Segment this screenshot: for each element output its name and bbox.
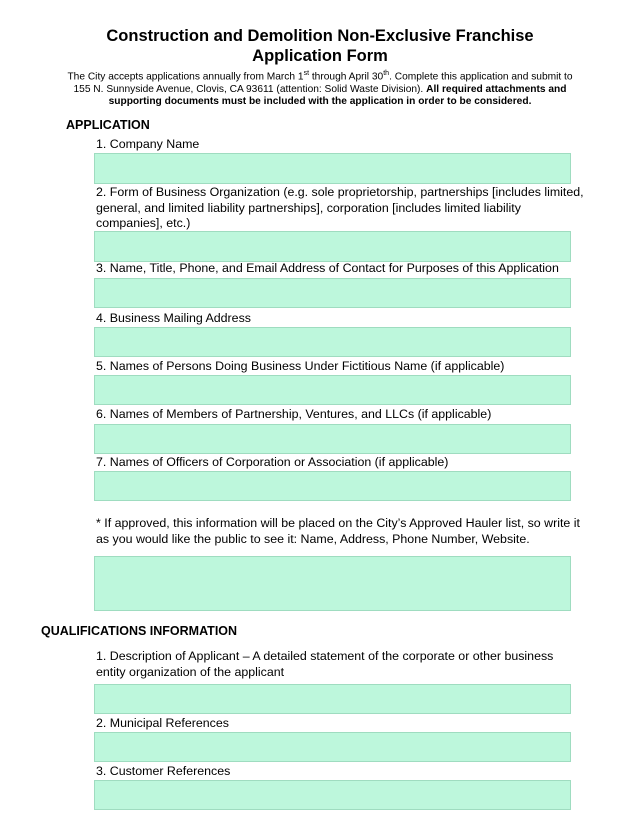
partnership-members-field[interactable]	[94, 424, 571, 454]
mailing-address-field[interactable]	[94, 327, 571, 357]
intro-required-notice: All required attachments and supporting documents must be included with the application in order to be considered.	[108, 83, 567, 108]
label-contact-info: 3. Name, Title, Phone, and Email Address of Contact for Purposes of this Application	[96, 261, 559, 275]
company-name-field[interactable]	[94, 153, 571, 184]
intro-sup-st: st	[303, 70, 310, 77]
label-customer-references: 3. Customer References	[96, 764, 231, 778]
label-partnership-members: 6. Names of Members of Partnership, Ventures, and LLCs (if applicable)	[96, 407, 492, 421]
applicant-description-field[interactable]	[94, 684, 571, 714]
label-mailing-address: 4. Business Mailing Address	[96, 311, 251, 325]
label-municipal-references: 2. Municipal References	[96, 716, 229, 730]
form-title-line2: Application Form	[252, 47, 388, 65]
approved-hauler-note: * If approved, this information will be placed on the City’s Approved Hauler list, so write it as you would like the public to see it: Name, Address, Phone Number, Website.	[96, 516, 580, 546]
label-applicant-description: 1. Description of Applicant – A detailed statement of the corporate or other business entity organization of the applicant	[96, 649, 554, 679]
fictitious-name-field[interactable]	[94, 375, 571, 405]
intro-text-a: The City accepts applications annually from March 1	[67, 71, 304, 83]
municipal-references-field[interactable]	[94, 732, 571, 762]
business-organization-field[interactable]	[94, 231, 571, 262]
intro-paragraph	[60, 68, 580, 109]
customer-references-field[interactable]	[94, 780, 571, 810]
contact-info-field[interactable]	[94, 278, 571, 308]
intro-text-b: through April 30	[309, 71, 384, 83]
label-company-name: 1. Company Name	[96, 137, 200, 151]
intro-sup-th: th	[383, 70, 390, 77]
label-business-organization: 2. Form of Business Organization (e.g. sole proprietorship, partnerships [includes limited, general, and limited liability partnerships], corporation [includes limited liability companies], etc.)	[96, 185, 584, 230]
intro-text-c: . Complete this application and submit to 155 N. Sunnyside Avenue, Clovis, CA 93611 (attention: Solid Waste Division).	[73, 71, 573, 95]
application-heading: APPLICATION	[66, 118, 150, 132]
form-title-line1: Construction and Demolition Non-Exclusive Franchise	[106, 27, 534, 45]
label-fictitious-name: 5. Names of Persons Doing Business Under Fictitious Name (if applicable)	[96, 359, 505, 373]
corporation-officers-field[interactable]	[94, 471, 571, 501]
label-corporation-officers: 7. Names of Officers of Corporation or Association (if applicable)	[96, 455, 449, 469]
qualifications-heading: QUALIFICATIONS INFORMATION	[41, 624, 238, 638]
approved-hauler-listing-field[interactable]	[94, 556, 571, 611]
